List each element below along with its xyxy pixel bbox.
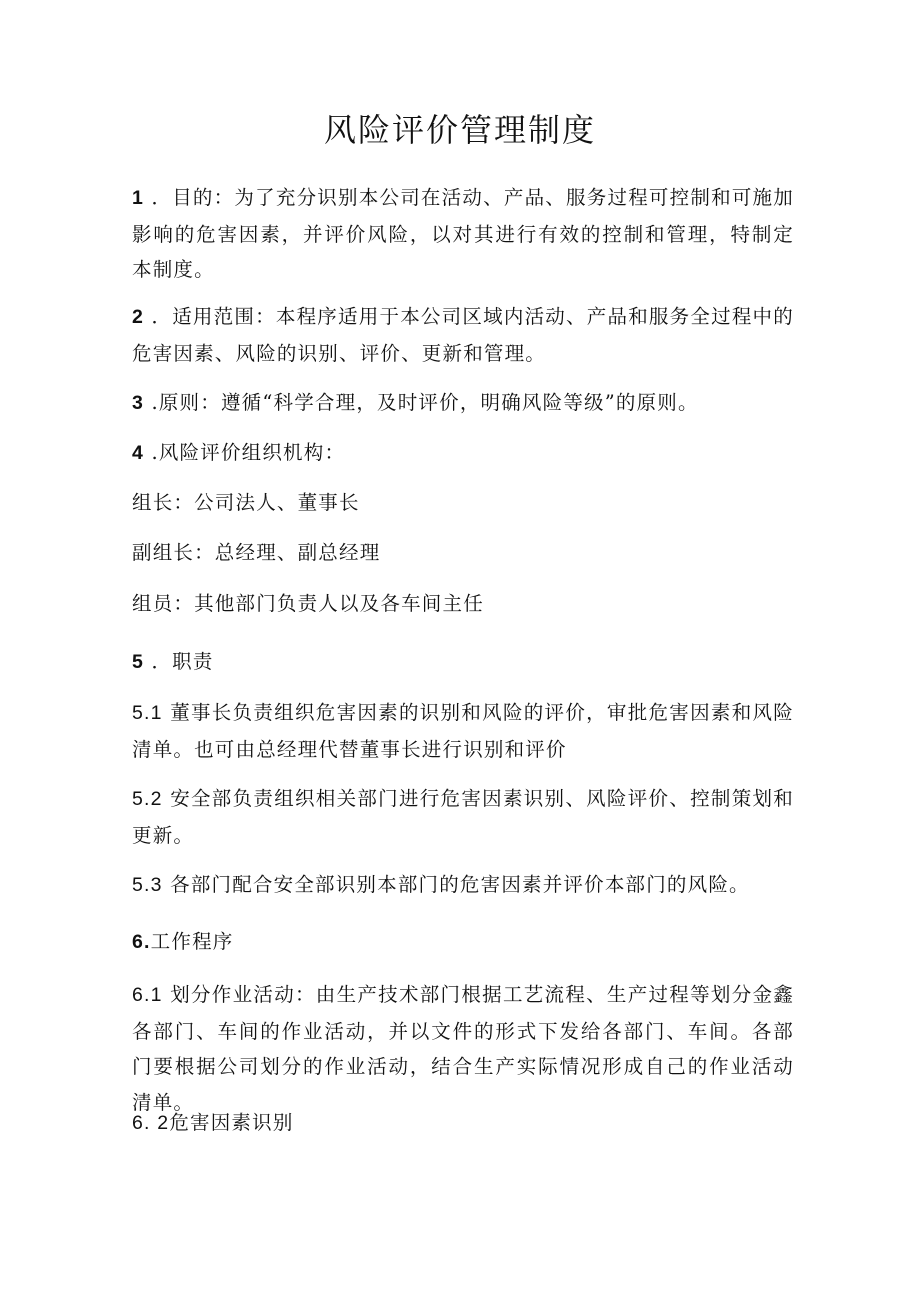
- section-text: 董事长负责组织危害因素的识别和风险的评价，审批危害因素和风险清单。也可由总经理代替董事长进行识别和评价: [132, 701, 794, 761]
- section-text: 工作程序: [150, 930, 234, 953]
- section-2-scope: [132, 299, 794, 371]
- section-number: 1: [132, 187, 145, 209]
- section-5-1: [132, 695, 794, 767]
- section-4-members: 组员：其他部门负责人以及各车间主任: [132, 592, 484, 615]
- section-6-2: [132, 1105, 794, 1142]
- section-text: ．适用范围：本程序适用于本公司区域内活动、产品和服务全过程中的危害因素、风险的识别、评价、更新和管理。: [132, 305, 794, 365]
- section-number: 2: [132, 306, 145, 328]
- section-number: 5.2: [132, 788, 163, 810]
- section-number: 5.1: [132, 702, 163, 724]
- document-title: 风险评价管理制度: [323, 111, 596, 149]
- section-text: .原则：遵循“科学合理，及时评价，明确风险等级”的原则。: [144, 391, 699, 414]
- section-4-leader: 组长：公司法人、董事长: [132, 491, 360, 514]
- section-text: 各部门配合安全部识别本部门的危害因素并评价本部门的风险。: [170, 873, 750, 896]
- section-text: 危害因素识别: [169, 1111, 294, 1134]
- section-6-procedure: [132, 924, 794, 961]
- section-4-organization: [132, 435, 794, 472]
- section-text: ．职责: [144, 650, 214, 673]
- section-number: 6.1: [132, 984, 163, 1006]
- section-5-3: [132, 867, 794, 904]
- section-3-principle: [132, 385, 794, 422]
- section-text: 划分作业活动：由生产技术部门根据工艺流程、生产过程等划分金鑫各部门、车间的作业活动，并以文件的形式下发给各部门、车间。各部门要根据公司划分的作业活动，结合生产实际情况形成自己的作业活动清单。: [132, 983, 794, 1114]
- section-1-purpose: [132, 180, 794, 288]
- section-number: 5.3: [132, 874, 163, 896]
- section-6-1: [132, 977, 794, 1120]
- section-text: 安全部负责组织相关部门进行危害因素识别、风险评价、控制策划和更新。: [132, 787, 794, 847]
- section-5-2: [132, 781, 794, 853]
- section-number: 6. 2: [132, 1112, 170, 1134]
- section-number: 4: [132, 442, 145, 464]
- section-number: 3: [132, 392, 145, 414]
- section-text: ．目的：为了充分识别本公司在活动、产品、服务过程可控制和可施加影响的危害因素，并评价风险，以对其进行有效的控制和管理，特制定本制度。: [132, 186, 794, 281]
- section-number: 6.: [132, 931, 151, 953]
- section-4-vice-leader: 副组长：总经理、副总经理: [132, 541, 381, 564]
- section-5-responsibilities: [132, 644, 794, 681]
- section-text: .风险评价组织机构：: [144, 441, 346, 464]
- section-number: 5: [132, 651, 145, 673]
